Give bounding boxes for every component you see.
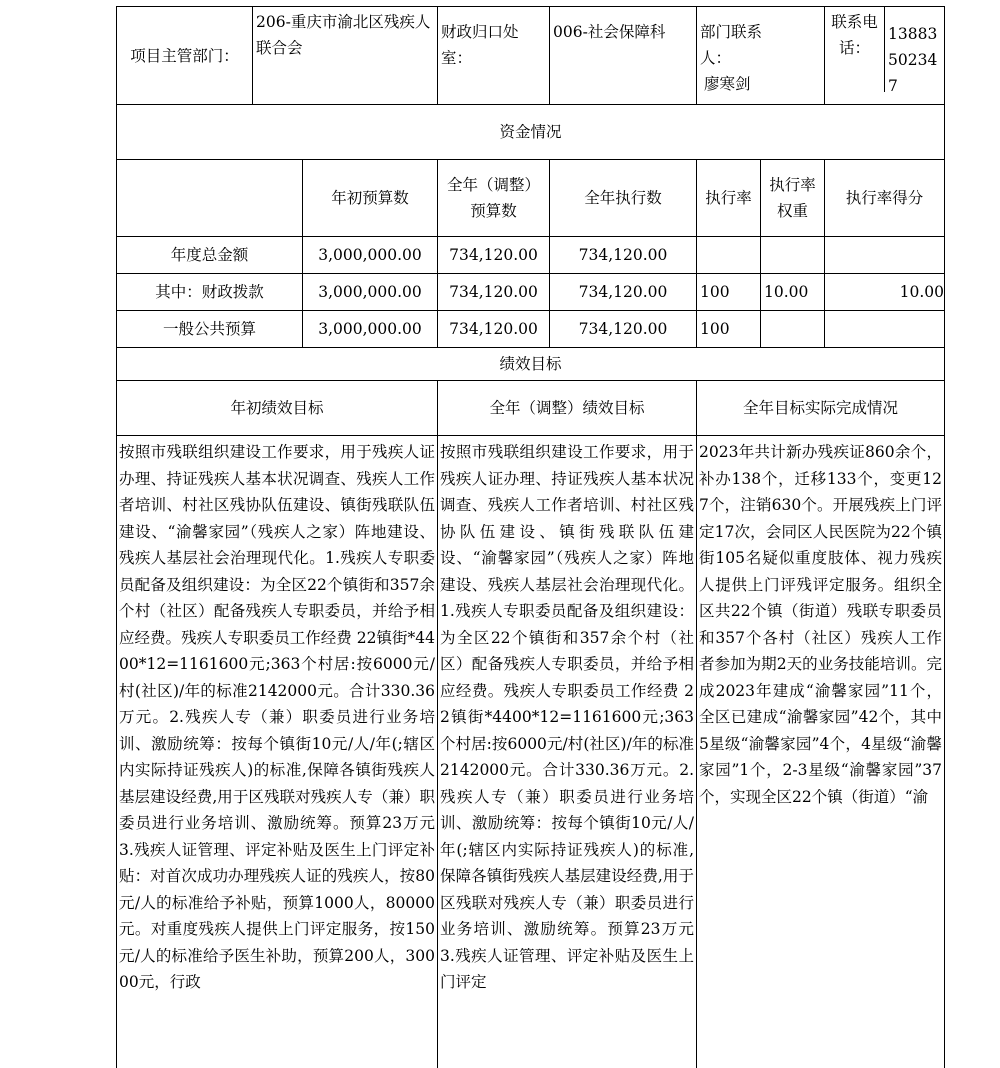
funds-row-total [117, 237, 945, 274]
funds-row-general [117, 311, 945, 348]
weight-value: 10.00 [761, 274, 825, 311]
col-initial-budget: 年初预算数 [303, 160, 438, 237]
executed-value: 734,120.00 [550, 311, 697, 348]
executed-value: 734,120.00 [550, 237, 697, 274]
weight-value [761, 237, 825, 274]
funds-row-fiscal [117, 274, 945, 311]
col-exec-weight: 执行率权重 [761, 160, 825, 237]
header-row [117, 7, 945, 105]
row-label: 年度总金额 [117, 237, 303, 274]
col-exec-rate: 执行率 [697, 160, 761, 237]
score-value [825, 311, 945, 348]
budget-table [116, 6, 945, 1068]
adjusted-value: 734,120.00 [438, 311, 550, 348]
dept-value: 206-重庆市渝北区残疾人联合会 [253, 7, 438, 105]
performance-columns-row [117, 381, 945, 436]
col-executed: 全年执行数 [550, 160, 697, 237]
contact-value: 廖寒剑 [704, 75, 751, 93]
initial-value: 3,000,000.00 [303, 311, 438, 348]
funds-columns-row [117, 160, 945, 237]
adjusted-goal-text: 按照市残联组织建设工作要求，用于残疾人证办理、持证残疾人基本状况调查、残疾人工作者培训、村社区残协队伍建设、镇街残联队伍建设、“渝馨家园”（残疾人之家）阵地建设、残疾人基层社会治理现代化。1.残疾人专职委员配备及组织建设：为全区22个镇街和357余个村（社区）配备残疾人专职委员，并给予相应经费。残疾人专职委员工作经费 22镇街*4400*12=1161600元;363个村居:按6000元/村(社区)/年的标准2142000元。合计330.36万元。2.残疾人专（兼）职委员进行业务培训、激励统筹：按每个镇街10元/人/年(;辖区内实际持证残疾人)的标准,保障各镇街残疾人基层建设经费,用于区残联对残疾人专（兼）职委员进行业务培训、激励统筹。预算23万元 3.残疾人证管理、评定补贴及医生上门评定 [438, 436, 697, 1068]
col-actual: 全年目标实际完成情况 [697, 381, 945, 436]
performance-body-row [117, 436, 945, 1068]
phone-label: 联系电话： [825, 7, 885, 92]
finance-value: 006-社会保障科 [550, 7, 697, 105]
actual-completion-text: 2023年共计新办残疾证860余个，补办138个，迁移133个，变更127个，注销630个。开展残疾上门评定17次，会同区人民医院为22个镇街105名疑似重度肢体、视力残疾人提供上门评残评定服务。组织全区共22个镇（街道）残联专职委员和357个各村（社区）残疾人工作者参加为期2天的业务技能培训。完成2023年建成“渝馨家园”11个，全区已建成“渝馨家园”42个，其中5星级“渝馨家园”4个，4星级“渝馨家园”1个，2-3星级“渝馨家园”37个，实现全区22个镇（街道）“渝 [697, 436, 945, 1068]
col-exec-score: 执行率得分 [825, 160, 945, 237]
contact-label: 部门联系人： [700, 23, 763, 67]
rate-value: 100 [697, 311, 761, 348]
rate-value: 100 [697, 274, 761, 311]
adjusted-value: 734,120.00 [438, 274, 550, 311]
row-label: 一般公共预算 [117, 311, 303, 348]
weight-value [761, 311, 825, 348]
funds-corner-cell [117, 160, 303, 237]
initial-goal-text: 按照市残联组织建设工作要求，用于残疾人证办理、持证残疾人基本状况调查、残疾人工作者培训、村社区残协队伍建设、镇街残联队伍建设、“渝馨家园”（残疾人之家）阵地建设、残疾人基层社会治理现代化。1.残疾人专职委员配备及组织建设：为全区22个镇街和357余个村（社区）配备残疾人专职委员，并给予相应经费。残疾人专职委员工作经费 22镇街*4400*12=1161600元;363个村居:按6000元/村(社区)/年的标准2142000元。合计330.36万元。2.残疾人专（兼）职委员进行业务培训、激励统筹：按每个镇街10元/人/年(;辖区内实际持证残疾人)的标准,保障各镇街残疾人基层建设经费,用于区残联对残疾人专（兼）职委员进行业务培训、激励统筹。预算23万元 3.残疾人证管理、评定补贴及医生上门评定补贴：对首次成功办理残疾人证的残疾人，按80元/人的标准给予补贴，预算1000人，80000元。对重度残疾人提供上门评定服务，按150元/人的标准给予医生补助，预算200人，30000元，行政 [117, 436, 438, 1068]
rate-value [697, 237, 761, 274]
finance-label: 财政归口处室： [438, 7, 550, 105]
score-value: 10.00 [825, 274, 945, 311]
score-value [825, 237, 945, 274]
initial-value: 3,000,000.00 [303, 237, 438, 274]
phone-value: 13883502347 [888, 25, 938, 95]
dept-label: 项目主管部门： [117, 7, 253, 105]
adjusted-value: 734,120.00 [438, 237, 550, 274]
row-label: 其中：财政拨款 [117, 274, 303, 311]
col-initial-goal: 年初绩效目标 [117, 381, 438, 436]
executed-value: 734,120.00 [550, 274, 697, 311]
col-adjusted-budget: 全年（调整）预算数 [438, 160, 550, 237]
initial-value: 3,000,000.00 [303, 274, 438, 311]
col-adjusted-goal: 全年（调整）绩效目标 [438, 381, 697, 436]
performance-section-title: 绩效目标 [117, 348, 945, 381]
funds-section-title: 资金情况 [117, 105, 945, 160]
